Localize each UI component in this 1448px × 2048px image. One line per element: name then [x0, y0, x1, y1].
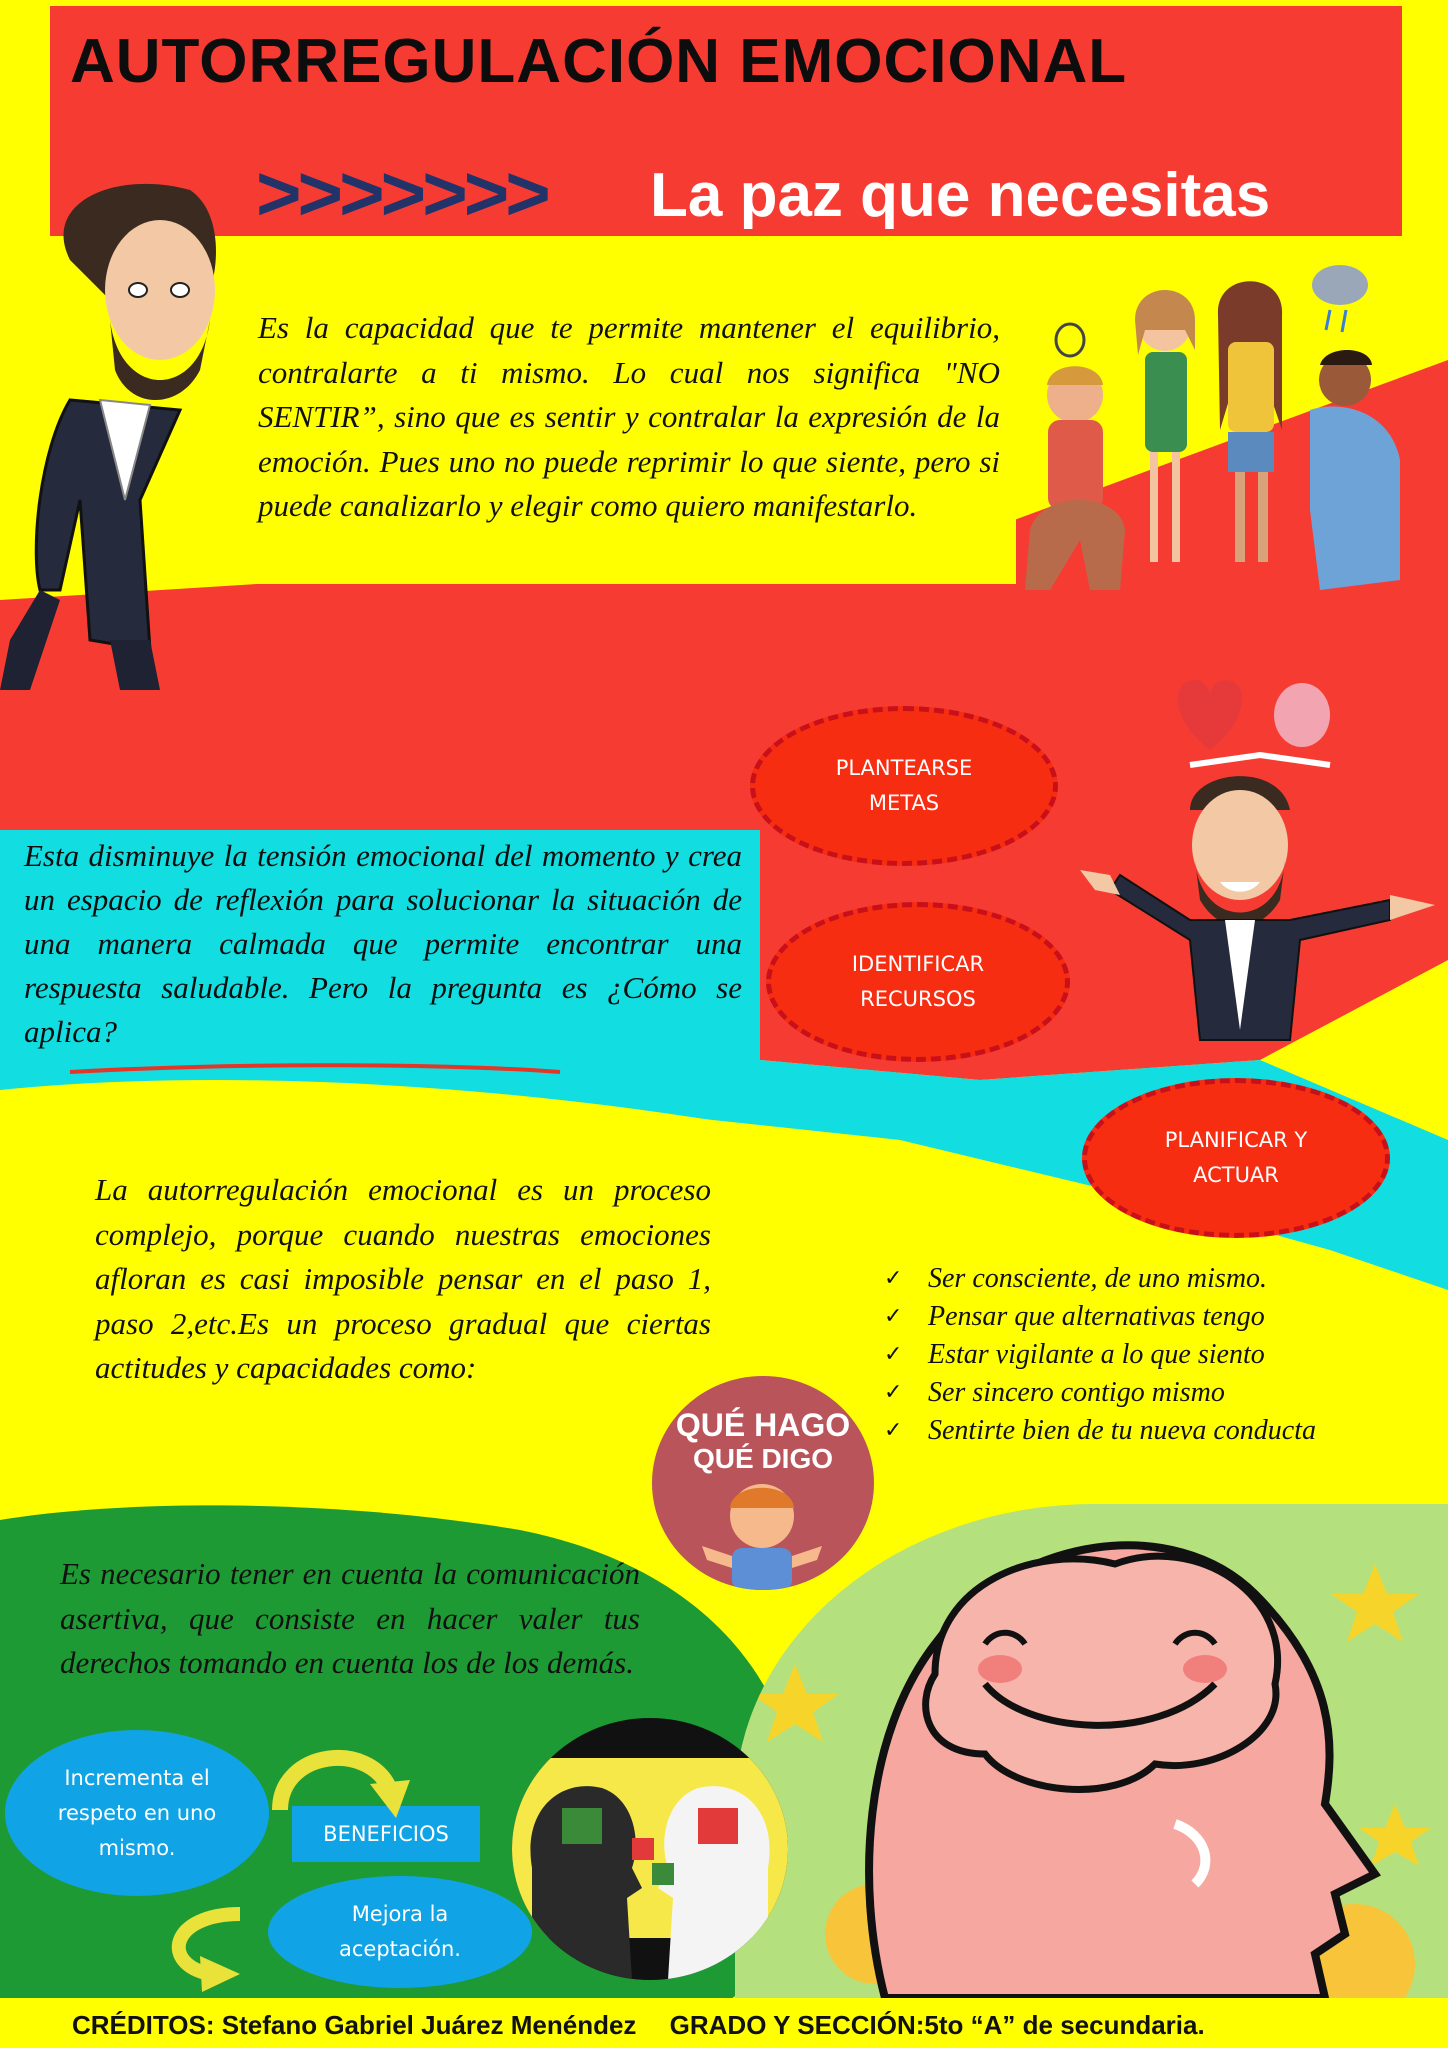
brain-icon — [1274, 683, 1330, 747]
heart-icon — [1178, 680, 1242, 750]
arrows-decoration: >>>>>>> — [256, 149, 547, 237]
page-subtitle: La paz que necesitas — [650, 161, 1271, 230]
puzzle-piece-icon — [562, 1808, 602, 1844]
credits-line — [72, 2010, 1231, 2041]
puzzle-piece-icon — [698, 1808, 738, 1844]
list-item: ✓ Ser sincero contigo mismo — [884, 1374, 1360, 1412]
scribble-icon — [1056, 324, 1084, 356]
que-hago-badge — [652, 1376, 874, 1590]
list-item: ✓ Pensar que alternativas tengo — [884, 1298, 1360, 1336]
check-icon: ✓ — [884, 1380, 903, 1405]
return-arrow-icon — [150, 1904, 250, 1994]
step-oval-goals — [750, 706, 1058, 866]
happy-man-illustration — [1050, 770, 1448, 1060]
page-title: AUTORREGULACIÓN EMOCIONAL — [70, 27, 1128, 96]
assertive-text: Es necesario tener en cuenta la comunicación asertiva, que consiste en hacer valer tus derechos tomando en cuenta los de los demás. — [60, 1556, 640, 1680]
benefit-label: Mejora la aceptación. — [339, 1902, 461, 1961]
step-label: IDENTIFICAR RECURSOS — [851, 952, 985, 1011]
credits-grade: GRADO Y SECCIÓN:5to “A” de secundaria. — [669, 2010, 1205, 2040]
badge-line-1: QUÉ HAGO — [675, 1407, 851, 1443]
check-icon: ✓ — [884, 1342, 903, 1367]
benefits-label-box: BENEFICIOS — [292, 1806, 480, 1862]
check-icon: ✓ — [884, 1304, 903, 1329]
credits-author: CRÉDITOS: Stefano Gabriel Juárez Menéndez — [72, 2010, 637, 2040]
step-label: PLANIFICAR Y ACTUAR — [1164, 1128, 1308, 1187]
definition-text: Es la capacidad que te permite mantener el equilibrio, contralarte a ti mismo. Lo cual nos significa "NO SENTIR”, sino que es sentir y contralar la expresión de la emoción. Pues uno no puede reprimir lo que siente, pero si puede canalizarlo y elegir como quiero manifestarlo. — [258, 310, 1000, 523]
list-item: ✓ Ser consciente, de uno mismo. — [884, 1260, 1360, 1298]
suit-shape — [36, 400, 180, 650]
benefit-label: Incrementa el respeto en uno mismo. — [57, 1765, 217, 1860]
puzzle-heads-illustration — [512, 1718, 788, 1980]
shrug-boy-icon — [702, 1476, 822, 1590]
list-item: ✓ Sentirte bien de tu nueva conducta — [884, 1412, 1360, 1450]
puzzle-heads-circle — [512, 1718, 788, 1980]
list-item: ✓ Estar vigilante a lo que siento — [884, 1336, 1360, 1374]
cloud-icon — [1312, 265, 1368, 305]
heart-brain-illustration — [1170, 670, 1350, 780]
step-label: PLANTEARSE METAS — [835, 756, 973, 815]
benefit-oval-acceptance — [268, 1876, 532, 1988]
check-icon: ✓ — [884, 1266, 903, 1291]
emotional-people-illustration — [1020, 260, 1420, 620]
step-oval-plan — [1082, 1078, 1390, 1238]
sad-man-illustration — [0, 170, 230, 700]
benefit-oval-respect — [5, 1730, 269, 1896]
curved-arrow-icon — [270, 1740, 430, 1820]
badge-line-2: QUÉ DIGO — [692, 1443, 833, 1474]
process-text: La autorregulación emocional es un proceso complejo, porque cuando nuestras emociones afloran es casi imposible pensar en el paso 1, paso 2,etc.Es un proceso gradual que ciertas actitudes y capacidades como: — [95, 1172, 711, 1385]
face-shape — [105, 220, 215, 360]
attitudes-checklist — [884, 1260, 1360, 1450]
step-oval-resources — [766, 902, 1070, 1062]
check-icon: ✓ — [884, 1418, 903, 1443]
tension-text: Esta disminuye la tensión emocional del momento y crea un espacio de reflexión para solucionar la situación de una manera calmada que permite encontrar una respuesta saludable. Pero la pregunta es ¿Cómo se aplica? — [24, 838, 742, 1049]
